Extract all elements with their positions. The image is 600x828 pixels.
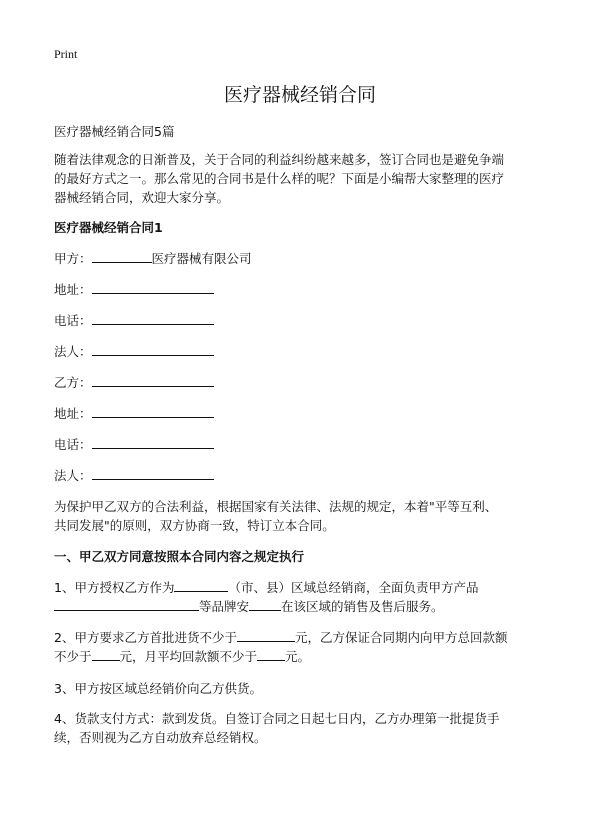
clause-text: 元，月平均回款额不少于 [119, 649, 258, 664]
blank-line [92, 343, 214, 356]
page-title: 医疗器械经销合同 [223, 84, 376, 106]
blank-line [249, 598, 281, 611]
blank-line [92, 281, 214, 294]
party-a-field [54, 249, 252, 267]
preamble-line: 共同发展"的原则，双方协商一致，特订立本合同。 [54, 518, 335, 533]
clause-text: 不少于 [54, 649, 92, 664]
field-label: 法人： [54, 468, 92, 483]
clause-text: 2、甲方要求乙方首批进货不少于 [54, 630, 237, 645]
field-label: 电话： [54, 437, 92, 452]
preamble-line: 为保护甲乙双方的合法利益，根据国家有关法律、法规的规定，本着"平等互利、 [54, 499, 498, 514]
clause-4 [54, 709, 499, 747]
field-row [54, 342, 214, 360]
clause-line: 4、货款支付方式：款到发货。自签订合同之日起七日内，乙方办理第一批提货手 [54, 711, 500, 726]
field-label: 地址： [54, 406, 92, 421]
blank-line [92, 467, 214, 480]
blank-line [92, 312, 214, 325]
print-link[interactable]: Print [54, 47, 78, 61]
clause-text: 元，乙方保证合同期内向甲方总回款额 [294, 630, 508, 645]
clause-text: 1、甲方授权乙方作为 [54, 580, 175, 595]
field-label: 乙方： [54, 375, 92, 390]
blank-line [92, 648, 120, 661]
clause-line: 续，否则视为乙方自动放弃总经销权。 [54, 730, 267, 745]
field-row [54, 311, 214, 329]
blank-line [54, 598, 199, 611]
clause-3: 3、甲方按区域总经销价向乙方供货。 [54, 681, 262, 696]
field-row [54, 466, 214, 484]
field-label: 地址： [54, 282, 92, 297]
clause-text: 元。 [285, 649, 311, 664]
subtitle: 医疗器械经销合同5篇 [54, 124, 175, 139]
section-heading: 一、甲乙双方同意按照本合同内容之规定执行 [54, 549, 305, 564]
contract-heading: 医疗器械经销合同1 [54, 220, 163, 235]
blank-line [92, 250, 152, 263]
clause-text: 等品牌安 [199, 599, 250, 614]
company-name: 医疗器械有限公司 [151, 251, 252, 266]
clause-text: 在该区域的销售及售后服务。 [281, 599, 444, 614]
blank-line [92, 374, 214, 387]
clause-1 [54, 578, 478, 616]
intro-paragraph [54, 150, 504, 207]
clause-text: （市、县）区域总经销商，全面负责甲方产品 [228, 580, 479, 595]
field-row [54, 404, 214, 422]
intro-line: 随着法律观念的日渐普及，关于合同的利益纠纷越来越多，签订合同也是避免争端 [54, 152, 505, 167]
preamble [54, 497, 497, 535]
field-row [54, 435, 214, 453]
field-row [54, 373, 214, 391]
blank-line [92, 436, 214, 449]
blank-line [237, 629, 295, 642]
blank-line [257, 648, 285, 661]
field-label: 电话： [54, 313, 92, 328]
blank-line [92, 405, 214, 418]
intro-line: 器械经销合同，欢迎大家分享。 [54, 190, 230, 205]
blank-line [174, 579, 228, 592]
field-label: 甲方： [54, 251, 92, 266]
field-row [54, 280, 214, 298]
intro-line: 的最好方式之一。那么常见的合同书是什么样的呢？下面是小编帮大家整理的医疗 [54, 171, 505, 186]
clause-2 [54, 628, 507, 666]
field-label: 法人： [54, 344, 92, 359]
